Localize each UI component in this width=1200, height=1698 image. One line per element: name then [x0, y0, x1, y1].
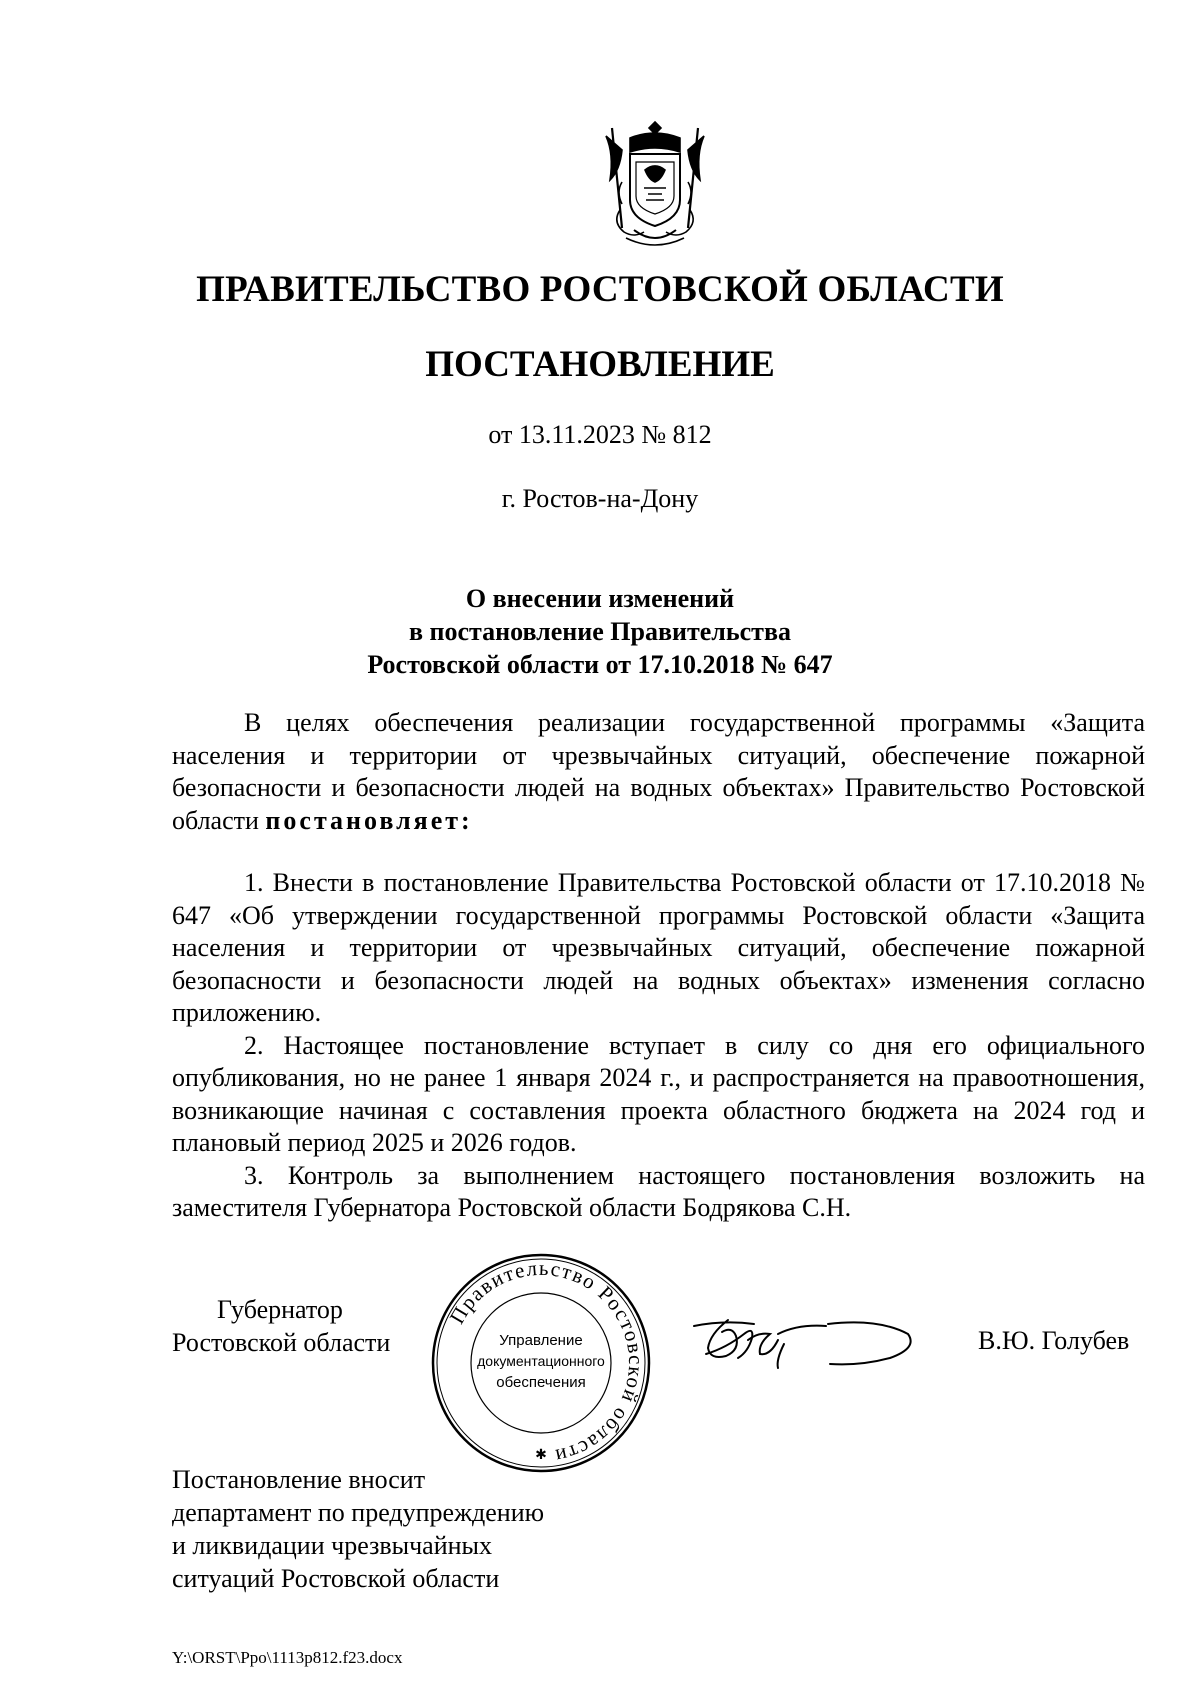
seal-star-icon: ✱	[535, 1447, 547, 1463]
seal-inner-line: документационного	[477, 1353, 605, 1369]
official-seal	[430, 1252, 652, 1474]
subject-line: Ростовской области от 17.10.2018 № 647	[367, 650, 833, 679]
document-date-number: от 13.11.2023 № 812	[488, 420, 712, 449]
file-path-footer: Y:\ORST\Ppo\1113p812.f23.docx	[172, 1648, 403, 1667]
government-title: ПРАВИТЕЛЬСТВО РОСТОВСКОЙ ОБЛАСТИ	[196, 269, 1004, 310]
seal-inner-line: Управление	[499, 1332, 583, 1349]
seal-inner-line: обеспечения	[496, 1374, 586, 1391]
document-city: г. Ростов-на-Дону	[501, 484, 699, 513]
document-subject	[0, 582, 1200, 681]
preamble-paragraph	[172, 707, 1145, 837]
resolve-word: постановляет:	[265, 805, 473, 835]
submitter-note	[172, 1463, 544, 1595]
handwritten-signature	[688, 1310, 928, 1380]
signer-position-line: Ростовской области	[172, 1328, 391, 1357]
subject-line: О внесении изменений	[465, 584, 735, 613]
subject-line: в постановление Правительства	[408, 617, 791, 646]
resolution-point: 2. Настоящее постановление вступает в силу со дня его официального опубликования, но не ранее 1 января 2024 г., и распространяется на правоотношения, возникающие начиная с составления проекта областного бюджета на 2024 год и плановый период 2025 и 2026 годов.	[172, 1030, 1145, 1157]
submitter-line: ситуаций Ростовской области	[172, 1564, 500, 1593]
preamble-text: В целях обеспечения реализации государственной программы «Защита населения и территории от чрезвычайных ситуаций, обеспечение пожарной безопасности и безопасности людей на водных объектах» Правительство Ростовской области	[172, 708, 1145, 835]
resolution-points	[172, 867, 1145, 1225]
submitter-line: департамент по предупреждению	[172, 1498, 545, 1527]
document-type: ПОСТАНОВЛЕНИЕ	[425, 344, 775, 385]
signer-position	[172, 1293, 390, 1359]
signer-name: В.Ю. Голубев	[978, 1326, 1130, 1355]
signer-position-line: Губернатор	[217, 1295, 343, 1324]
resolution-point: 1. Внести в постановление Правительства Ростовской области от 17.10.2018 № 647 «Об утверждении государственной программы Ростовской области «Защита населения и территории от чрезвычайных ситуаций, обеспечение пожарной безопасности и безопасности людей на водных объектах» изменения согласно приложению.	[172, 868, 1145, 1027]
seal-ring-text: Правительство Ростовской области	[444, 1255, 649, 1469]
submitter-line: и ликвидации чрезвычайных	[172, 1531, 492, 1560]
resolution-point: 3. Контроль за выполнением настоящего постановления возложить на заместителя Губернатора Ростовской области Бодрякова С.Н.	[172, 1160, 1145, 1222]
submitter-line: Постановление вносит	[172, 1465, 426, 1494]
coat-of-arms-emblem	[600, 118, 710, 248]
